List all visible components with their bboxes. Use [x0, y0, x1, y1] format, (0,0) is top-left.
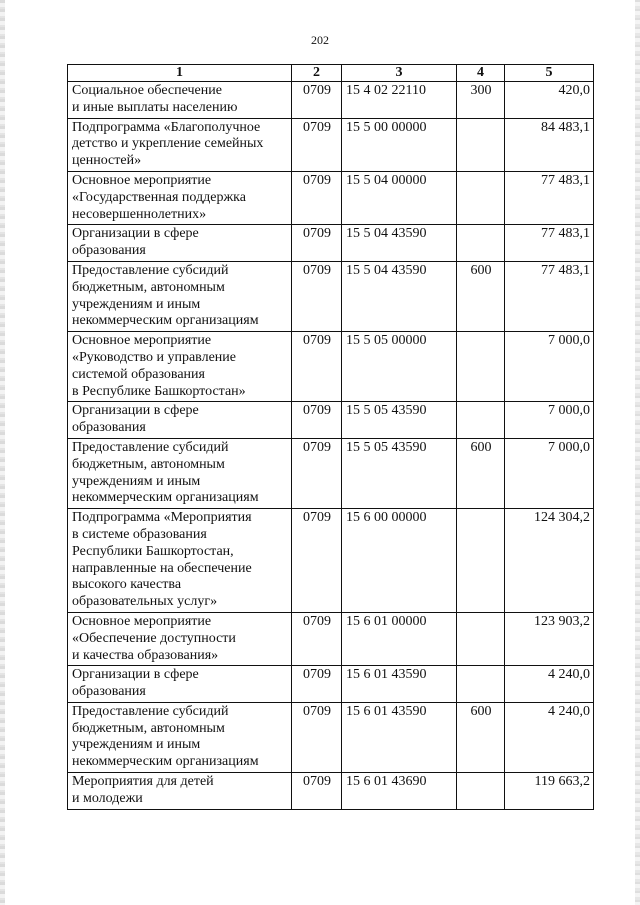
row-type-cell [457, 773, 505, 810]
page-number: 202 [311, 33, 329, 47]
table-row [68, 612, 594, 665]
row-type-cell [457, 666, 505, 703]
row-name-cell: Социальное обеспечение и иные выплаты населению [68, 82, 292, 119]
row-type-cell: 600 [457, 702, 505, 772]
table-row [68, 261, 594, 331]
row-type-cell: 600 [457, 438, 505, 508]
row-code-cell: 15 5 05 43590 [342, 438, 457, 508]
row-amount-cell: 77 483,1 [505, 225, 594, 262]
table-row [68, 438, 594, 508]
row-amount-cell: 77 483,1 [505, 171, 594, 224]
row-amount-cell: 4 240,0 [505, 666, 594, 703]
row-section-cell: 0709 [292, 509, 342, 613]
row-amount-cell: 4 240,0 [505, 702, 594, 772]
column-header-name: 1 [68, 65, 292, 82]
row-name-cell: Мероприятия для детей и молодежи [68, 773, 292, 810]
row-name-cell: Предоставление субсидий бюджетным, автономным учреждениям и иным некоммерческим организациям [68, 438, 292, 508]
row-type-cell [457, 612, 505, 665]
row-name-cell: Предоставление субсидий бюджетным, автономным учреждениям и иным некоммерческим организациям [68, 261, 292, 331]
row-amount-cell: 84 483,1 [505, 118, 594, 171]
row-amount-cell: 420,0 [505, 82, 594, 119]
scan-edge-left [0, 0, 5, 905]
row-name-cell: Подпрограмма «Мероприятия в системе образования Республики Башкортостан, направленные на обеспечение высокого качества образовательных услуг» [68, 509, 292, 613]
column-header-amount: 5 [505, 65, 594, 82]
row-type-cell [457, 171, 505, 224]
row-amount-cell: 7 000,0 [505, 402, 594, 439]
table-row [68, 118, 594, 171]
row-section-cell: 0709 [292, 82, 342, 119]
row-amount-cell: 124 304,2 [505, 509, 594, 613]
row-amount-cell: 7 000,0 [505, 332, 594, 402]
column-header-section: 2 [292, 65, 342, 82]
row-name-cell: Основное мероприятие «Обеспечение доступности и качества образования» [68, 612, 292, 665]
table-row [68, 332, 594, 402]
table-row [68, 225, 594, 262]
column-header-type: 4 [457, 65, 505, 82]
row-code-cell: 15 6 01 43690 [342, 773, 457, 810]
table-header-row [68, 65, 594, 82]
row-type-cell: 300 [457, 82, 505, 119]
row-name-cell: Основное мероприятие «Государственная поддержка несовершеннолетних» [68, 171, 292, 224]
table-row [68, 666, 594, 703]
table-row [68, 402, 594, 439]
row-name-cell: Организации в сфере образования [68, 402, 292, 439]
table-body [68, 82, 594, 810]
table-row [68, 171, 594, 224]
row-code-cell: 15 5 05 43590 [342, 402, 457, 439]
row-name-cell: Организации в сфере образования [68, 225, 292, 262]
row-code-cell: 15 6 00 00000 [342, 509, 457, 613]
row-code-cell: 15 6 01 43590 [342, 666, 457, 703]
row-code-cell: 15 6 01 00000 [342, 612, 457, 665]
row-section-cell: 0709 [292, 666, 342, 703]
row-section-cell: 0709 [292, 225, 342, 262]
row-name-cell: Организации в сфере образования [68, 666, 292, 703]
row-type-cell [457, 332, 505, 402]
row-section-cell: 0709 [292, 438, 342, 508]
row-section-cell: 0709 [292, 773, 342, 810]
row-amount-cell: 123 903,2 [505, 612, 594, 665]
table-row [68, 702, 594, 772]
table-row [68, 82, 594, 119]
row-code-cell: 15 5 04 43590 [342, 261, 457, 331]
table-row [68, 773, 594, 810]
row-name-cell: Предоставление субсидий бюджетным, автономным учреждениям и иным некоммерческим организациям [68, 702, 292, 772]
row-amount-cell: 77 483,1 [505, 261, 594, 331]
row-type-cell [457, 225, 505, 262]
row-section-cell: 0709 [292, 261, 342, 331]
row-code-cell: 15 5 00 00000 [342, 118, 457, 171]
row-code-cell: 15 5 05 00000 [342, 332, 457, 402]
row-amount-cell: 119 663,2 [505, 773, 594, 810]
scan-edge-right [635, 0, 640, 905]
row-amount-cell: 7 000,0 [505, 438, 594, 508]
row-section-cell: 0709 [292, 332, 342, 402]
column-header-code: 3 [342, 65, 457, 82]
row-code-cell: 15 4 02 22110 [342, 82, 457, 119]
row-code-cell: 15 5 04 00000 [342, 171, 457, 224]
budget-table [67, 64, 594, 810]
row-type-cell [457, 118, 505, 171]
row-code-cell: 15 6 01 43590 [342, 702, 457, 772]
row-type-cell [457, 509, 505, 613]
row-type-cell: 600 [457, 261, 505, 331]
row-name-cell: Основное мероприятие «Руководство и управление системой образования в Республике Башкортостан» [68, 332, 292, 402]
row-section-cell: 0709 [292, 702, 342, 772]
row-section-cell: 0709 [292, 171, 342, 224]
row-section-cell: 0709 [292, 402, 342, 439]
row-section-cell: 0709 [292, 612, 342, 665]
row-type-cell [457, 402, 505, 439]
table-row [68, 509, 594, 613]
row-name-cell: Подпрограмма «Благополучное детство и укрепление семейных ценностей» [68, 118, 292, 171]
row-code-cell: 15 5 04 43590 [342, 225, 457, 262]
row-section-cell: 0709 [292, 118, 342, 171]
